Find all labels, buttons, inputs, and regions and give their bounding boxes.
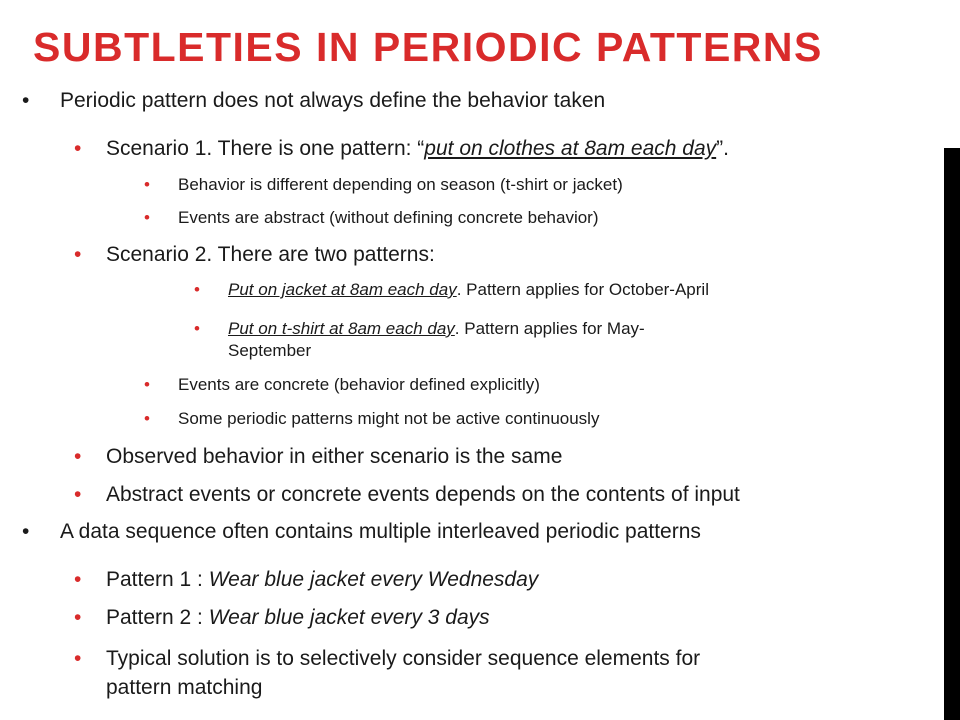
bullet-marker: • [74, 606, 82, 629]
bullet-typical-solution [74, 646, 701, 672]
bullet-abstract-or-concrete [74, 482, 740, 508]
bullet-text-line2: September [228, 341, 312, 360]
bullet-marker: • [74, 483, 82, 506]
slide-title: SUBTLETIES IN PERIODIC PATTERNS [33, 24, 823, 70]
bullet-text-italic: Wear blue jacket every Wednesday [208, 568, 539, 591]
bullet-text-line2: pattern matching [106, 676, 263, 699]
bullet-text-post: ”. [716, 137, 729, 160]
bullet-text: Behavior is different depending on season (t-shirt or jacket) [178, 175, 623, 194]
bullet-text: Abstract events or concrete events depends on the contents of input [106, 483, 740, 506]
bullet-marker: • [22, 520, 30, 543]
bullet-marker: • [194, 280, 200, 299]
bullet-text: Events are abstract (without defining concrete behavior) [178, 208, 599, 227]
bullet-marker: • [194, 319, 200, 338]
bullet-text: Periodic pattern does not always define the behavior taken [60, 89, 606, 112]
bullet-marker: • [74, 647, 82, 670]
bullet-not-active [144, 408, 600, 430]
bullet-events-concrete [144, 374, 540, 396]
bullet-text-pattern: Put on jacket at 8am each day [228, 280, 457, 299]
side-accent-top [944, 0, 960, 148]
bullet-text-pattern: Put on t-shirt at 8am each day [228, 319, 455, 338]
bullet-marker: • [74, 243, 82, 266]
bullet-text-italic: Wear blue jacket every 3 days [208, 606, 490, 629]
bullet-marker: • [74, 568, 82, 591]
bullet-text: Observed behavior in either scenario is the same [106, 445, 563, 468]
bullet-marker: • [74, 137, 82, 160]
bullet-text-pre: Pattern 1 : [106, 568, 209, 591]
bullet-marker: • [144, 409, 150, 428]
bullet-text: Some periodic patterns might not be active continuously [178, 409, 600, 428]
bullet-interleaved [22, 519, 701, 545]
bullet-scenario-2 [74, 242, 435, 268]
bullet-scenario-1 [74, 136, 729, 162]
bullet-text: Typical solution is to selectively consider sequence elements for [106, 647, 701, 670]
bullet-typical-continuation [106, 675, 262, 701]
bullet-jacket-pattern [194, 279, 709, 301]
bullet-marker: • [144, 375, 150, 394]
bullet-text: Events are concrete (behavior defined explicitly) [178, 375, 540, 394]
bullet-events-abstract [144, 207, 599, 229]
bullet-text-pre: Scenario 1. There is one pattern: “ [106, 137, 425, 160]
bullet-marker: • [144, 208, 150, 227]
bullet-text: Scenario 2. There are two patterns: [106, 243, 435, 266]
bullet-text: A data sequence often contains multiple interleaved periodic patterns [60, 520, 701, 543]
bullet-tshirt-continuation [228, 340, 311, 362]
bullet-observed-same [74, 444, 563, 470]
bullet-marker: • [74, 445, 82, 468]
bullet-text-pre: Pattern 2 : [106, 606, 209, 629]
bullet-pattern-1 [74, 567, 539, 593]
bullet-tshirt-pattern [194, 318, 645, 340]
bullet-marker: • [22, 89, 30, 112]
side-accent-bar [944, 148, 960, 720]
bullet-text-post: . Pattern applies for May- [454, 319, 645, 338]
bullet-pattern-2 [74, 605, 490, 631]
bullet-text-post: . Pattern applies for October-April [456, 280, 709, 299]
bullet-text-pattern: put on clothes at 8am each day [424, 137, 717, 160]
bullet-behavior-different [144, 174, 623, 196]
bullet-marker: • [144, 175, 150, 194]
bullet-periodic-pattern [22, 88, 606, 114]
